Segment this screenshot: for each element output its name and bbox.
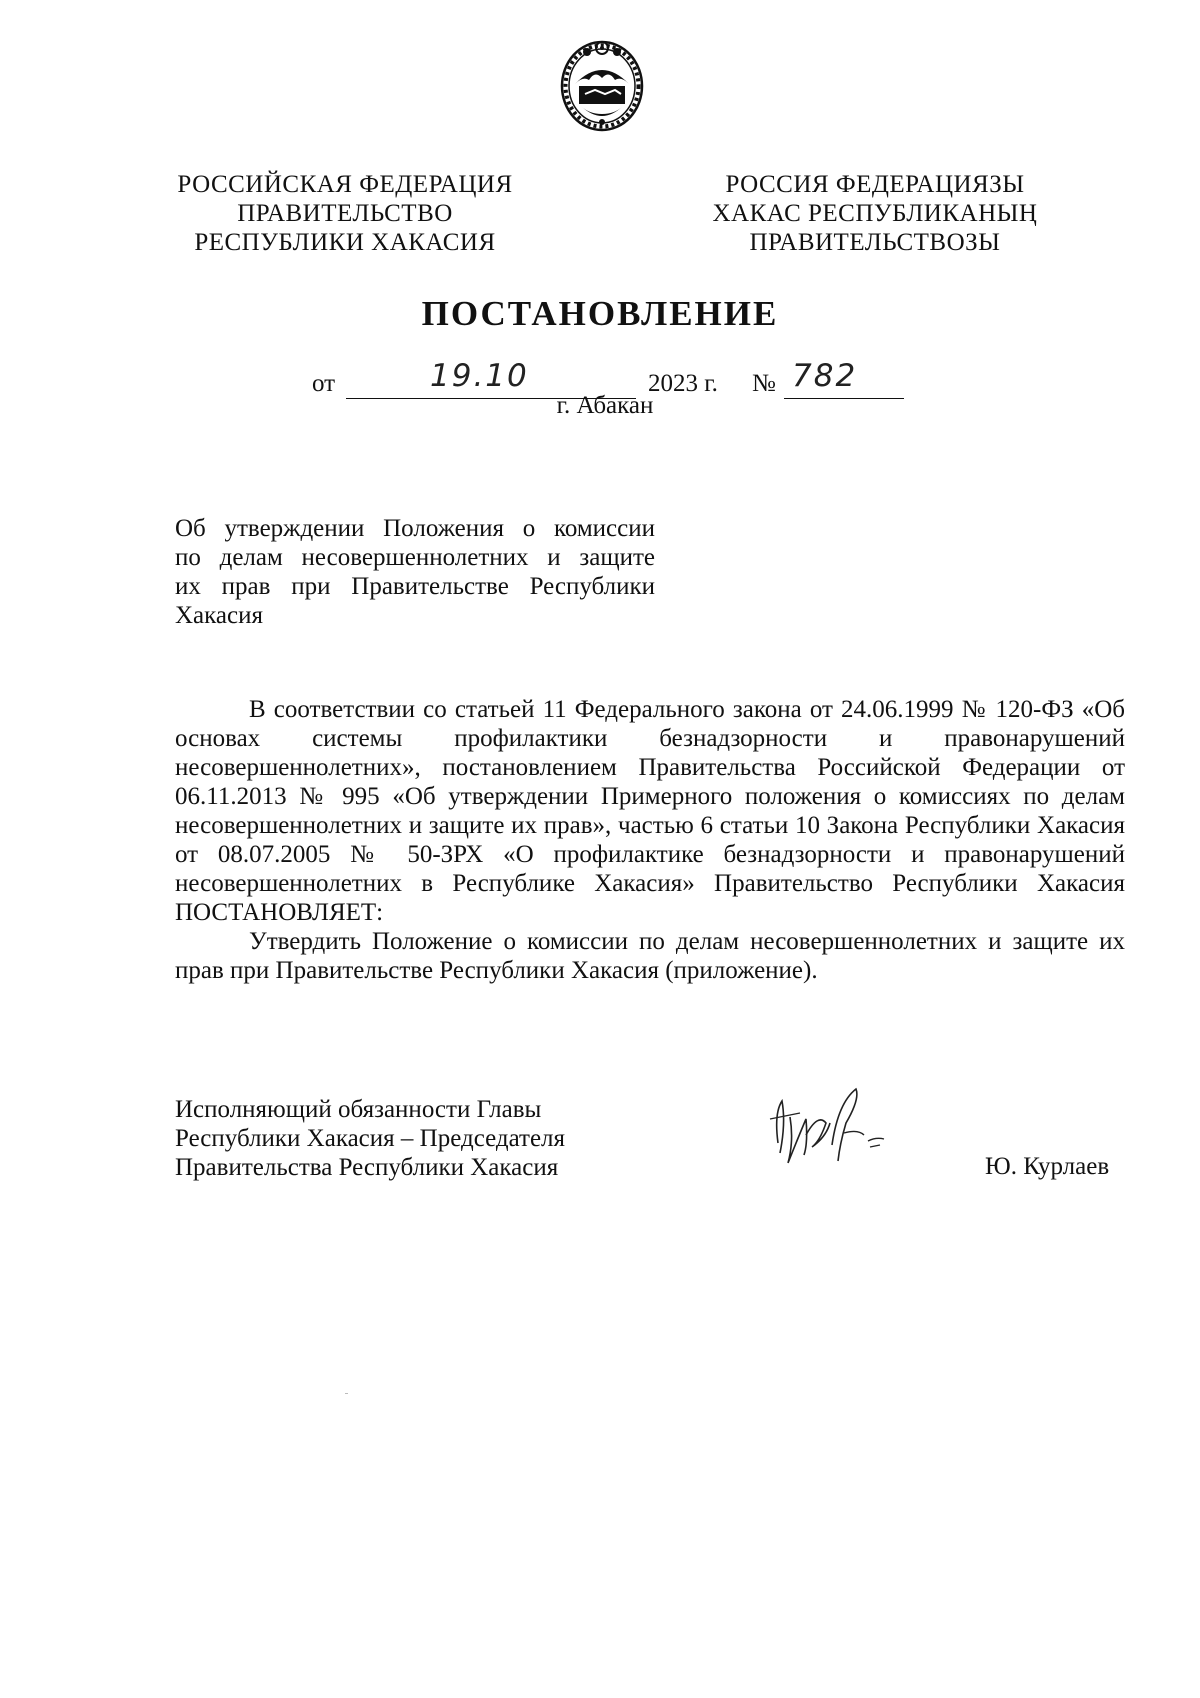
khakassia-coat-of-arms-icon xyxy=(559,34,645,134)
signatory-name: Ю. Курлаев xyxy=(985,1153,1110,1180)
header-right-line: РОССИЯ ФЕДЕРАЦИЯЗЫ xyxy=(725,171,1025,198)
scan-speck xyxy=(345,1393,348,1394)
subject-line: Об утверждении Положения о комиссии xyxy=(175,515,655,542)
body-paragraph: Утвердить Положение о комиссии по делам несовершеннолетних и защите их прав при Правительстве Республики Хакасия (приложение). xyxy=(175,928,1125,984)
signatory-position-line: Исполняющий обязанности Главы xyxy=(175,1096,542,1123)
header-left-line: РОССИЙСКАЯ ФЕДЕРАЦИЯ xyxy=(177,171,513,198)
document-title: ПОСТАНОВЛЕНИЕ xyxy=(421,294,779,333)
signatory-position-line: Правительства Республики Хакасия xyxy=(175,1154,559,1181)
body-paragraph: В соответствии со статьей 11 Федерального закона от 24.06.1999 № 120-ФЗ «Об основах системы профилактики безнадзорности и правонарушений несовершеннолетних», постановлением Правительства Российской Федерации от 06.11.2013 № 995 «Об утверждении Примерного положения о комиссиях по делам несовершеннолетних и защите их прав», частью 6 статьи 10 Закона Республики Хакасия от 08.07.2005 № 50-ЗРХ «О профилактике безнадзорности и правонарушений несовершеннолетних в Республике Хакасия» Правительство Республики Хакасия ПОСТАНОВЛЯЕТ: xyxy=(175,696,1125,926)
signatory-position xyxy=(175,1095,565,1182)
header-left-line: РЕСПУБЛИКИ ХАКАСИЯ xyxy=(194,229,496,256)
header-left-line: ПРАВИТЕЛЬСТВО xyxy=(237,200,453,227)
year-label: 2023 г. xyxy=(648,370,718,397)
number-handwritten: 782 xyxy=(792,358,858,394)
signature xyxy=(760,1083,900,1173)
number-label: № xyxy=(752,370,776,397)
signatory-position-line: Республики Хакасия – Председателя xyxy=(175,1125,566,1152)
header-right-khakas xyxy=(680,170,1070,257)
document-body xyxy=(175,695,1125,985)
subject-line: по делам несовершеннолетних и защите xyxy=(175,544,655,571)
header-right-line: ПРАВИТЕЛЬСТВОЗЫ xyxy=(749,229,1001,256)
subject-line: Хакасия xyxy=(175,602,263,629)
handwritten-signature-icon xyxy=(760,1083,900,1173)
subject-line: их прав при Правительстве Республики xyxy=(175,573,655,600)
city xyxy=(0,392,1200,420)
header-left-russian xyxy=(150,170,540,257)
document-subject xyxy=(175,514,655,630)
coat-of-arms-emblem xyxy=(559,34,645,134)
header-right-line: ХАКАС РЕСПУБЛИКАНЫҢ xyxy=(712,200,1038,227)
date-prefix: от xyxy=(312,370,336,397)
date-handwritten: 19.10 xyxy=(430,358,529,394)
city-text: г. Абакан xyxy=(556,392,654,419)
